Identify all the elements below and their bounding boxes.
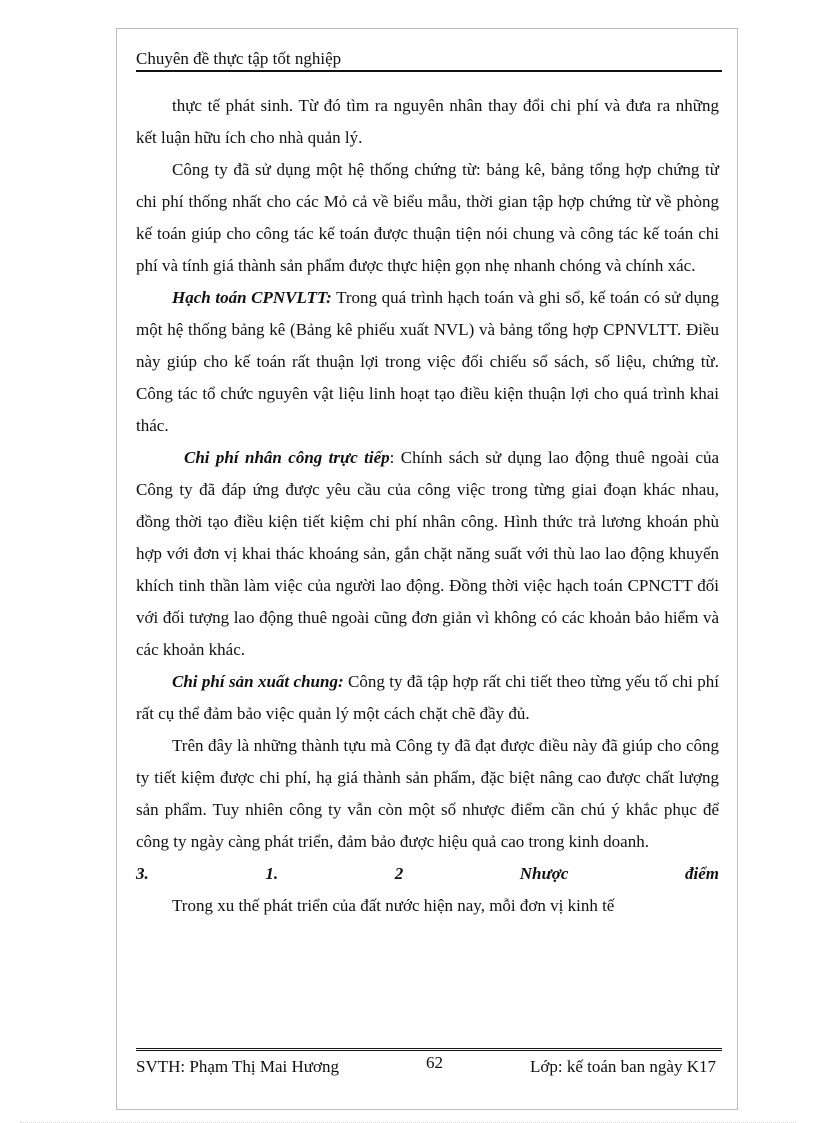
heading-part-5: điểm — [684, 864, 719, 883]
page-footer — [136, 1048, 722, 1076]
heading-part-1: 3. — [136, 864, 149, 883]
document-body — [136, 90, 719, 922]
paragraph-2: Công ty đã sử dụng một hệ thống chứng từ: bảng kê, bảng tổng hợp chứng từ chi phí thống nhất cho các Mỏ cả về biểu mẫu, thời gian tập hợp chứng từ về phòng kế toán giúp cho công tác kế toán được thuận tiện nói chung và công tác kế toán chi phí và tính giá thành sản phẩm được thực hiện gọn nhẹ nhanh chóng và chính xác. — [136, 160, 719, 275]
paragraph-4 — [136, 442, 719, 666]
paragraph-4-lead: Chi phí nhân công trực tiếp — [184, 448, 390, 467]
paragraph-3 — [136, 282, 719, 442]
paragraph-3-lead: Hạch toán CPNVLTT: — [172, 288, 332, 307]
footer-author: SVTH: Phạm Thị Mai Hương — [136, 1057, 340, 1076]
paragraph-5-text: Công ty đã tập hợp rất chi tiết theo từng yếu tố chi phí rất cụ thể đảm bảo việc quản lý một cách chặt chẽ đầy đủ. — [136, 672, 719, 723]
paragraph-1: thực tế phát sinh. Từ đó tìm ra nguyên nhân thay đổi chi phí và đưa ra những kết luận hữu ích cho nhà quản lý. — [136, 96, 719, 147]
section-heading — [136, 858, 719, 890]
paragraph-6: Trên đây là những thành tựu mà Công ty đã đạt được điều này đã giúp cho công ty tiết kiệm được chi phí, hạ giá thành sản phẩm, đặc biệt nâng cao được chất lượng sản phẩm. Tuy nhiên công ty vẫn còn một số nhược điểm cần chú ý khắc phục để công ty ngày càng phát triển, đảm bảo được hiệu quả cao trong kinh doanh. — [136, 736, 719, 851]
paragraph-3-text: Trong quá trình hạch toán và ghi sổ, kế toán có sử dụng một hệ thống bảng kê (Bảng kê phiếu xuất NVL) và bảng tổng hợp CPNVLTT. Điều này giúp cho kế toán rất thuận lợi trong việc đối chiếu sổ sách, số liệu, chứng từ. Công tác tổ chức nguyên vật liệu linh hoạt tạo điều kiện thuận lợi cho quá trình khai thác. — [136, 288, 719, 435]
header-title: Chuyên đề thực tập tốt nghiệp — [136, 49, 342, 68]
paragraph-7: Trong xu thế phát triển của đất nước hiện nay, mỗi đơn vị kinh tế — [172, 896, 615, 915]
footer-class-info: Lớp: kế toán ban ngày K17 — [529, 1057, 716, 1076]
paragraph-5 — [136, 666, 719, 730]
heading-part-3: 2 — [394, 864, 404, 883]
heading-part-4: Nhược — [519, 864, 569, 883]
heading-part-2: 1. — [265, 864, 279, 883]
paragraph-4-text: : Chính sách sử dụng lao động thuê ngoài của Công ty đã đáp ứng được yêu cầu của công việc trong từng giai đoạn khác nhau, đồng thời tạo điều kiện tiết kiệm chi phí nhân công. Hình thức trả lương khoán phù hợp với đơn vị khai thác khoáng sản, gắn chặt năng suất với thù lao lao động khuyến khích tinh thần làm việc của người lao động. Đồng thời việc hạch toán CPNCTT đối với đối tượng lao động thuê ngoài cũng đơn giản vì không có các khoản bảo hiểm và các khoản khác. — [136, 448, 719, 659]
footer-page-number: 62 — [426, 1053, 443, 1072]
page-header — [136, 48, 722, 72]
paragraph-5-lead: Chi phí sản xuất chung: — [172, 672, 344, 691]
